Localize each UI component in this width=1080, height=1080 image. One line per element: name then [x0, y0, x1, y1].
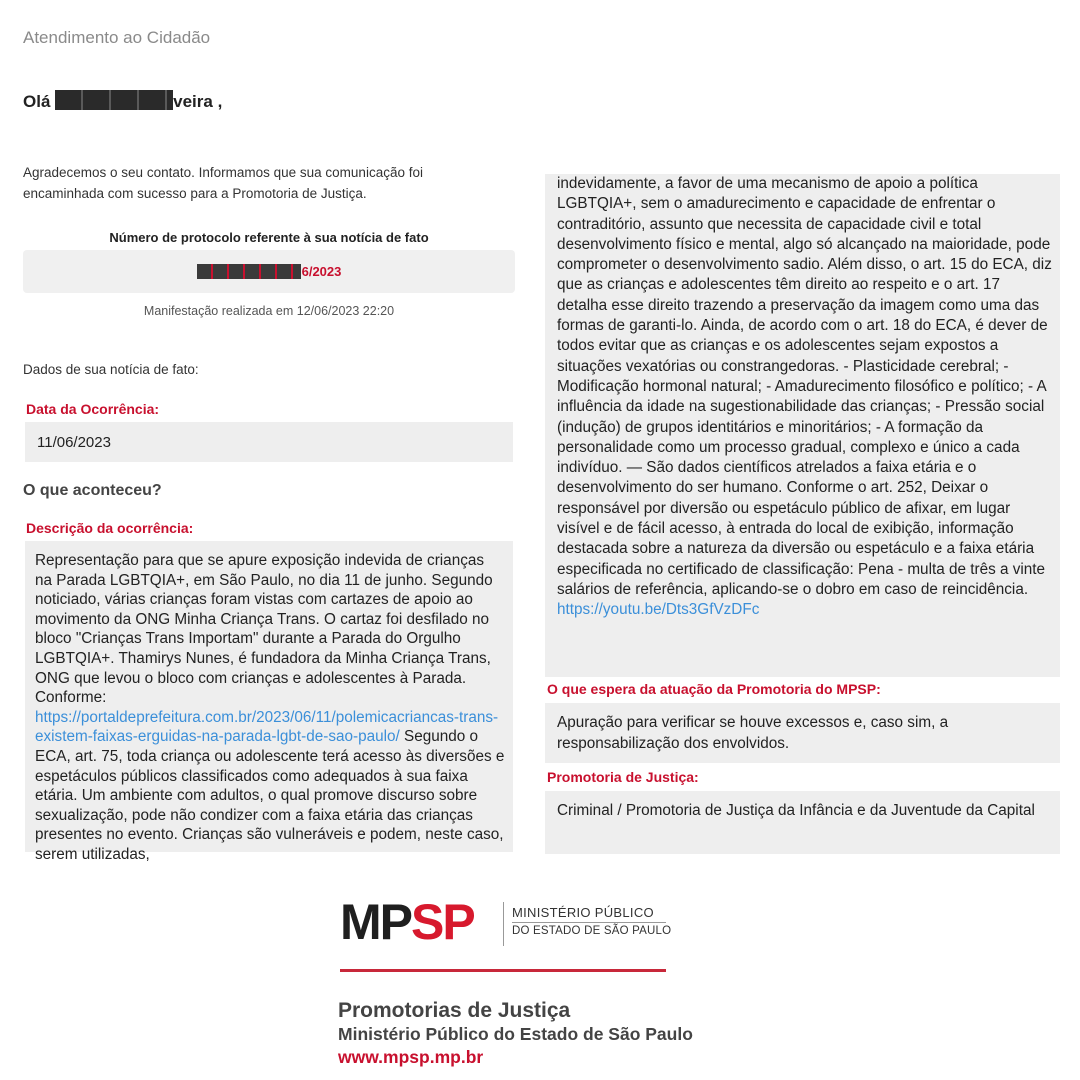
- manifestation-timestamp: Manifestação realizada em 12/06/2023 22:20: [143, 304, 395, 318]
- expectation-label: O que espera da atuação da Promotoria do MPSP:: [547, 681, 881, 697]
- description-continuation-text: indevidamente, a favor de uma mecanismo de apoio a política LGBTQIA+, sem o amadurecimento e capacidade de enfrentar o contraditório, assunto que necessita de capacidade civil e total desenvolvimento físico e mental, algo só alcançado na maioridade, pode comprometer o desenvolvimento sadio. Além disso, o art. 15 do ECA, diz que as crianças e adolescentes têm direito ao respeito e o art. 17 detalha esse direito trazendo a preservação da imagem como uma das formas de garanti-lo. Ainda, de acordo com o art. 18 do ECA, é dever de todos evitar que as crianças e os adolescentes sejam expostos a situações vexatórias ou constrangedoras. - Plasticidade cerebral; - Modificação hormonal natural; - Amadurecimento filosófico e político; - A influência da idade na sugestionabilidade das crianças; - Pressão social (indução) de grupos identitários e minoritários; - A formação da personalidade como um processo gradual, complexo e único a cada indivíduo. — São dados científicos atrelados a faixa etária e o desenvolvimento do ser humano. Conforme o art. 252, Deixar o responsável por diversão ou espetáculo público de afixar, em lugar visível e de fácil acesso, à entrada do local de exibição, informação destacada sobre a natureza da diversão ou espetáculo e a faixa etária especificada no certificado de classificação: Pena - multa de três a vinte salários de referência, aplicando-se o dobro em caso de reincidência.: [557, 175, 1052, 598]
- logo-divider: [512, 922, 666, 923]
- what-happened-heading: O que aconteceu?: [23, 482, 162, 499]
- footer-subtitle: Ministério Público do Estado de São Paulo: [338, 1024, 693, 1044]
- description-continuation-box: [545, 174, 1060, 677]
- protocol-number-box: [23, 250, 515, 293]
- mpsp-logo: [340, 893, 474, 951]
- description-box: [25, 541, 513, 863]
- logo-org-line1: MINISTÉRIO PÚBLICO: [512, 905, 654, 920]
- greeting-suffix: veira ,: [173, 92, 223, 111]
- page-header-title: Atendimento ao Cidadão: [23, 28, 211, 47]
- protocol-label: Número de protocolo referente à sua notícia de fato: [109, 230, 429, 245]
- promotoria-label: Promotoria de Justiça:: [547, 769, 699, 785]
- dados-label: Dados de sua notícia de fato:: [23, 362, 199, 377]
- greeting: [23, 90, 222, 112]
- footer-divider: [340, 969, 666, 972]
- youtube-link[interactable]: https://youtu.be/Dts3GfVzDFc: [557, 601, 760, 619]
- description-text-part1: Representação para que se apure exposição indevida de crianças na Parada LGBTQIA+, em São Paulo, no dia 11 de junho. Segundo noticiado, várias crianças foram vistas com cartazes de apoio ao movimento da ONG Minha Criança Trans. O cartaz foi desfilado no bloco "Crianças Trans Importam" durante a Parada do Orgulho LGBTQIA+. Thamirys Nunes, é fundadora da Minha Criança Trans, ONG que levou o bloco com crianças e adolescentes à Parada. Conforme:: [35, 552, 493, 707]
- description-text-part2: Segundo o ECA, art. 75, toda criança ou adolescente terá acesso às diversões e espetáculos públicos classificados como adequados à sua faixa etária. Um ambiente com adultos, o qual promove discurso sobre sexualização, pode não condizer com a faixa etária das crianças presentes no evento. Crianças são vulneráveis e podem, neste caso, serem utilizadas,: [35, 728, 505, 863]
- occurrence-date-value: 11/06/2023: [25, 422, 513, 462]
- source-link[interactable]: https://portaldeprefeitura.com.br/2023/06/11/polemicacriancas-trans-existem-faixas-erguidas-na-parada-lgbt-de-sao-paulo/: [35, 708, 499, 746]
- footer-url-link[interactable]: www.mpsp.mp.br: [338, 1047, 484, 1067]
- logo-sp-text: SP: [411, 894, 474, 950]
- description-label: Descrição da ocorrência:: [26, 520, 194, 536]
- intro-message: Agradecemos o seu contato. Informamos que sua comunicação foi encaminhada com sucesso para a Promotoria de Justiça.: [23, 165, 423, 201]
- footer-title: Promotorias de Justiça: [338, 999, 571, 1022]
- redacted-name: [55, 90, 173, 110]
- redacted-protocol: [197, 264, 301, 279]
- greeting-prefix: Olá: [23, 92, 51, 111]
- logo-separator: [503, 902, 504, 946]
- logo-mp-text: MP: [340, 894, 411, 950]
- logo-org-line2: DO ESTADO DE SÃO PAULO: [512, 925, 672, 937]
- protocol-number-suffix: 6/2023: [301, 264, 342, 279]
- occurrence-date-label: Data da Ocorrência:: [26, 401, 160, 417]
- promotoria-value: Criminal / Promotoria de Justiça da Infância e da Juventude da Capital: [545, 791, 1060, 854]
- expectation-value: Apuração para verificar se houve excessos e, caso sim, a responsabilização dos envolvidos.: [545, 703, 1060, 763]
